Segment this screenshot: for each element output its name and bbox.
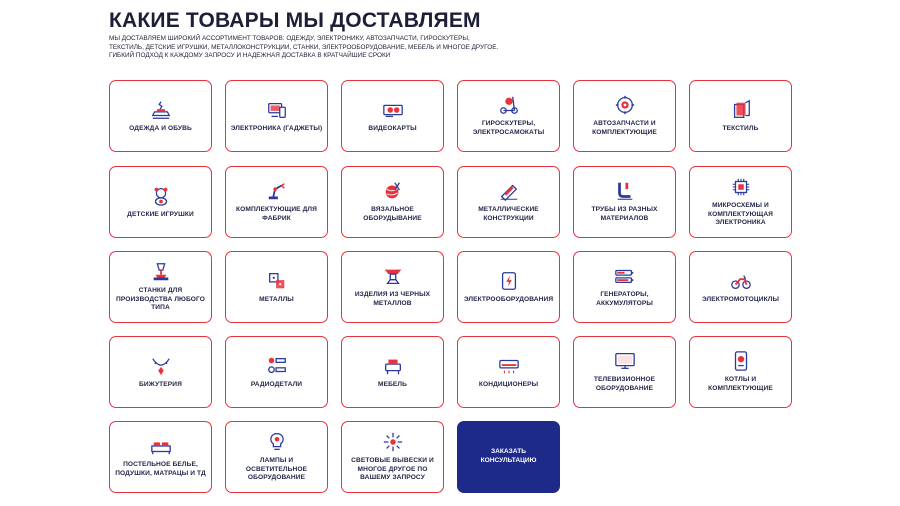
category-label: ТЕЛЕВИЗИОННОЕ ОБОРУДОВАНИЕ bbox=[593, 376, 656, 392]
necklace-icon bbox=[150, 355, 172, 377]
gadgets-icon bbox=[266, 99, 288, 121]
category-card[interactable] bbox=[341, 80, 444, 152]
air-conditioner-icon bbox=[498, 355, 520, 377]
category-card[interactable] bbox=[225, 251, 328, 323]
scooter-icon bbox=[498, 94, 520, 116]
clothes-shoes-icon bbox=[150, 99, 172, 121]
category-card[interactable] bbox=[341, 336, 444, 408]
category-label: СВЕТОВЫЕ ВЫВЕСКИ И МНОГОЕ ДРУГОЕ ПО ВАШЕМУ ЗАПРОСУ bbox=[351, 457, 434, 482]
furniture-icon bbox=[382, 355, 404, 377]
category-card[interactable] bbox=[457, 166, 560, 238]
category-card[interactable] bbox=[341, 421, 444, 493]
category-card[interactable] bbox=[457, 251, 560, 323]
category-card[interactable] bbox=[457, 336, 560, 408]
motorcycle-icon bbox=[730, 270, 752, 292]
category-label: МИКРОСХЕМЫ И КОМПЛЕКТУЮЩАЯ ЭЛЕКТРОНИКА bbox=[707, 202, 774, 227]
category-label: МЕБЕЛЬ bbox=[378, 380, 407, 388]
category-card[interactable] bbox=[341, 251, 444, 323]
category-label: ЭЛЕКТРОНИКА (ГАДЖЕТЫ) bbox=[230, 124, 323, 132]
battery-icon bbox=[614, 265, 636, 287]
category-label: РАДИОДЕТАЛИ bbox=[250, 380, 303, 388]
video-card-icon bbox=[382, 99, 404, 121]
category-card[interactable] bbox=[573, 166, 676, 238]
category-label: МЕТАЛЛИЧЕСКИЕ КОНСТРУКЦИИ bbox=[478, 206, 539, 222]
category-card[interactable] bbox=[689, 336, 792, 408]
tv-icon bbox=[614, 350, 636, 372]
category-card[interactable] bbox=[341, 166, 444, 238]
category-label: ВИДЕОКАРТЫ bbox=[368, 124, 417, 132]
category-card[interactable] bbox=[689, 80, 792, 152]
category-label: ТРУБЫ ИЗ РАЗНЫХ МАТЕРИАЛОВ bbox=[591, 206, 658, 222]
category-card[interactable] bbox=[109, 166, 212, 238]
car-parts-icon bbox=[614, 94, 636, 116]
category-card[interactable] bbox=[689, 166, 792, 238]
teddy-bear-icon bbox=[150, 185, 172, 207]
category-label: ИЗДЕЛИЯ ИЗ ЧЕРНЫХ МЕТАЛЛОВ bbox=[354, 291, 431, 307]
radio-parts-icon bbox=[266, 355, 288, 377]
anvil-icon bbox=[382, 265, 404, 287]
category-label: АВТОЗАПЧАСТИ И КОМПЛЕКТУЮЩИЕ bbox=[592, 120, 657, 136]
light-sign-icon bbox=[382, 431, 404, 453]
metal-beam-icon bbox=[498, 180, 520, 202]
category-label: ТЕКСТИЛЬ bbox=[722, 124, 759, 132]
machine-tool-icon bbox=[150, 261, 172, 283]
cta-label: ЗАКАЗАТЬ КОНСУЛЬТАЦИЮ bbox=[480, 448, 537, 464]
category-card[interactable] bbox=[109, 421, 212, 493]
category-label: КОМПЛЕКТУЮЩИЕ ДЛЯ ФАБРИК bbox=[236, 206, 317, 222]
category-label: ДЕТСКИЕ ИГРУШКИ bbox=[127, 210, 194, 218]
pipes-icon bbox=[614, 180, 636, 202]
category-label: ОДЕЖДА И ОБУВЬ bbox=[129, 124, 192, 132]
category-label: ГИРОСКУТЕРЫ, ЭЛЕКТРОСАМОКАТЫ bbox=[472, 120, 545, 136]
category-label: ЭЛЕКТРОМОТОЦИКЛЫ bbox=[702, 295, 779, 303]
intro-line: ТЕКСТИЛЬ, ДЕТСКИЕ ИГРУШКИ, МЕТАЛЛОКОНСТРУКЦИИ, СТАНКИ, ЭЛЕКТРООБОРУДОВАНИЕ, МЕБЕЛЬ И МНОГОЕ ДРУГОЕ. bbox=[109, 43, 499, 51]
metal-cubes-icon bbox=[266, 270, 288, 292]
category-label: ЛАМПЫ И ОСВЕТИТЕЛЬНОЕ ОБОРУДОВАНИЕ bbox=[245, 457, 308, 482]
category-label: ПОСТЕЛЬНОЕ БЕЛЬЕ, ПОДУШКИ, МАТРАЦЫ И ТД bbox=[115, 461, 206, 477]
category-card[interactable] bbox=[457, 80, 560, 152]
category-label: КОТЛЫ И КОМПЛЕКТУЮЩИЕ bbox=[708, 376, 773, 392]
boiler-icon bbox=[730, 350, 752, 372]
category-card[interactable] bbox=[573, 336, 676, 408]
intro-line: МЫ ДОСТАВЛЯЕМ ШИРОКИЙ АССОРТИМЕНТ ТОВАРОВ: ОДЕЖДУ, ЭЛЕКТРОНИКУ, АВТОЗАПЧАСТИ, ГИРОСКУТЕРЫ, bbox=[109, 35, 470, 42]
category-card[interactable] bbox=[573, 251, 676, 323]
category-label: КОНДИЦИОНЕРЫ bbox=[478, 380, 539, 388]
lamp-icon bbox=[266, 431, 288, 453]
category-label: ЭЛЕКТРООБОРУДОВАНИЯ bbox=[463, 295, 554, 303]
electrical-equipment-icon bbox=[498, 270, 520, 292]
category-card[interactable] bbox=[109, 336, 212, 408]
category-card[interactable] bbox=[689, 251, 792, 323]
category-card[interactable] bbox=[225, 80, 328, 152]
category-card[interactable] bbox=[225, 166, 328, 238]
page-title: КАКИЕ ТОВАРЫ МЫ ДОСТАВЛЯЕМ bbox=[109, 9, 481, 32]
category-card[interactable] bbox=[573, 80, 676, 152]
category-card[interactable] bbox=[225, 336, 328, 408]
category-label: ВЯЗАЛЬНОЕ ОБОРУДЫВАНИЕ bbox=[363, 206, 422, 222]
category-label: МЕТАЛЛЫ bbox=[259, 295, 294, 303]
robot-arm-icon bbox=[266, 180, 288, 202]
category-card[interactable] bbox=[225, 421, 328, 493]
intro-description bbox=[109, 35, 669, 61]
category-label: БИЖУТЕРИЯ bbox=[139, 380, 182, 388]
yarn-icon bbox=[382, 180, 404, 202]
category-card[interactable] bbox=[109, 251, 212, 323]
bed-icon bbox=[150, 435, 172, 457]
category-card[interactable] bbox=[109, 80, 212, 152]
category-label: СТАНКИ ДЛЯ ПРОИЗВОДСТВА ЛЮБОГО ТИПА bbox=[115, 287, 205, 312]
order-consultation-button[interactable] bbox=[457, 421, 560, 493]
intro-line: ГИБКИЙ ПОДХОД К КАЖДОМУ ЗАПРОСУ И НАДЕЖНАЯ ДОСТАВКА В КРАТЧАЙШИЕ СРОКИ bbox=[109, 52, 391, 60]
textile-icon bbox=[730, 99, 752, 121]
microchip-icon bbox=[730, 176, 752, 198]
category-label: ГЕНЕРАТОРЫ, АККУМУЛЯТОРЫ bbox=[596, 291, 653, 307]
